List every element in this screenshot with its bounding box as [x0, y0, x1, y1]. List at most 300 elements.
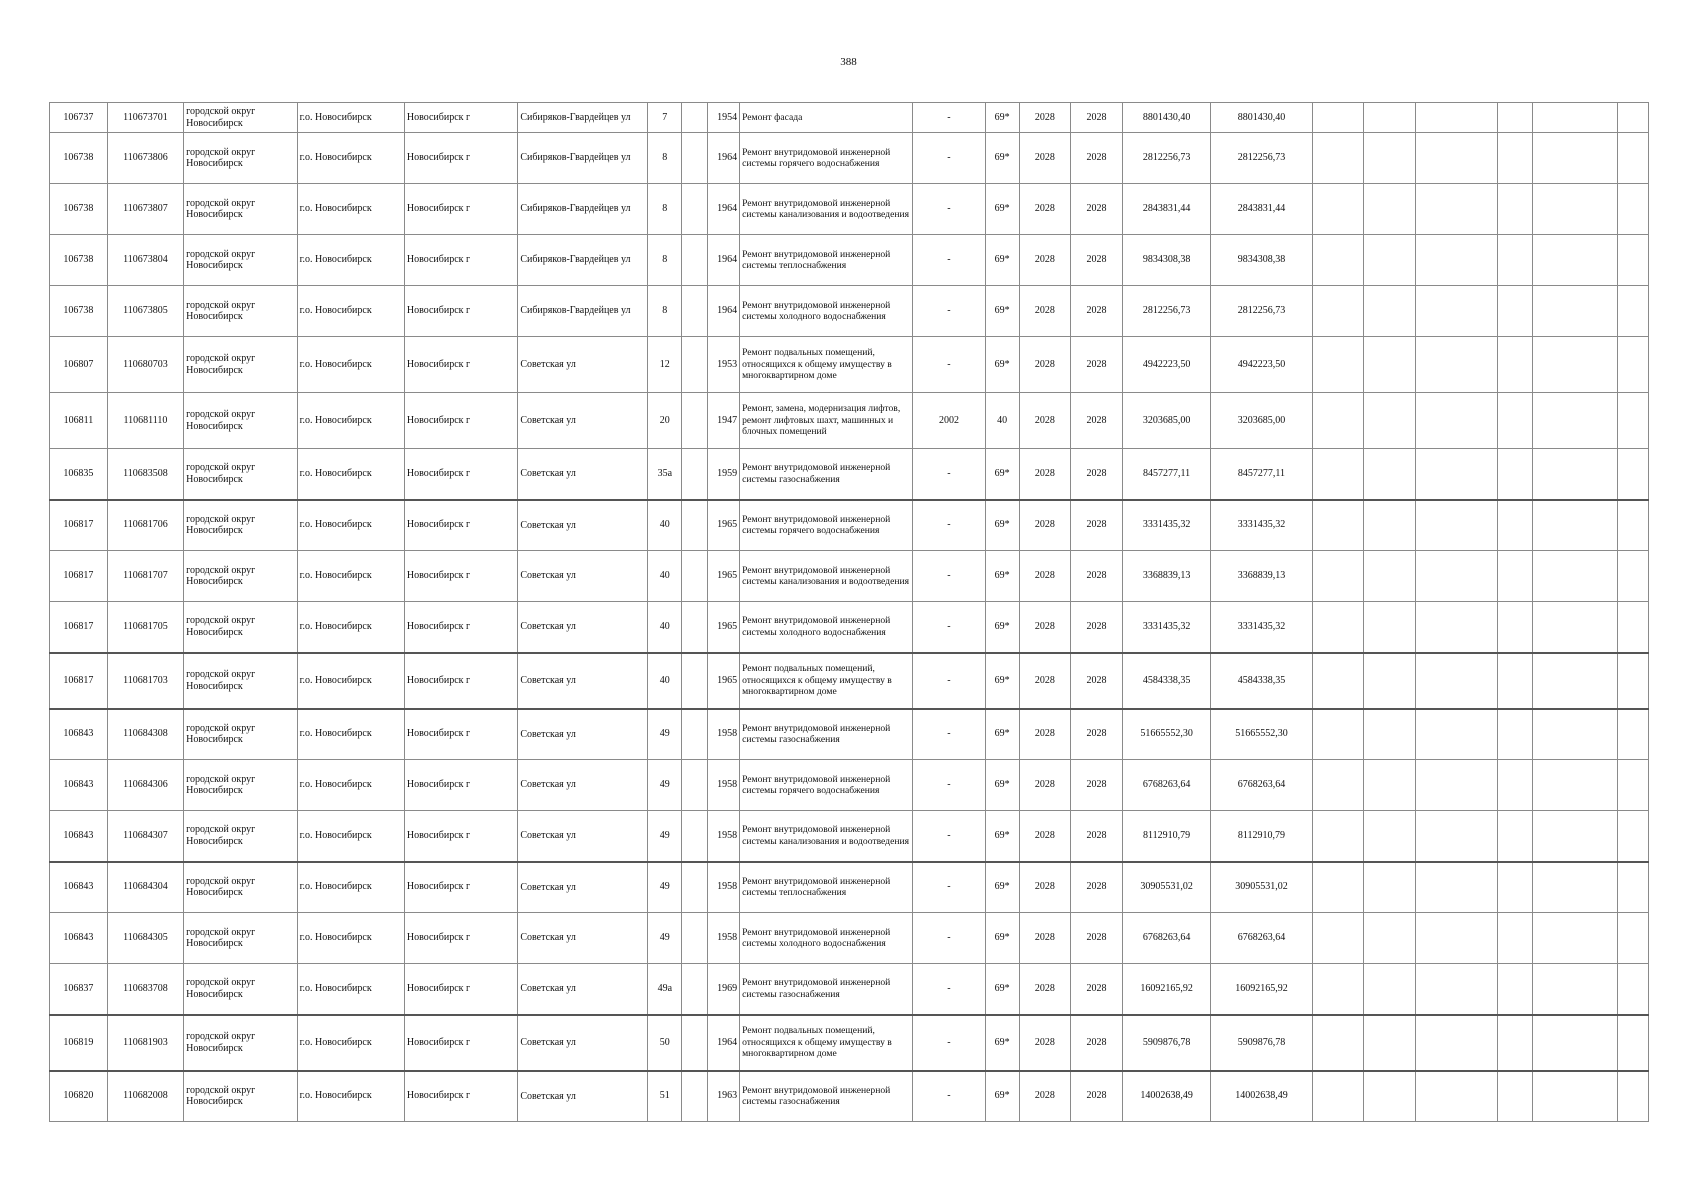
- empty-cell: [1498, 551, 1533, 602]
- row-plan-start: 2028: [1019, 760, 1071, 811]
- empty-cell: [1498, 449, 1533, 500]
- row-extra: [682, 1015, 708, 1071]
- row-total: 8457277,11: [1211, 449, 1312, 500]
- row-street: Сибиряков-Гвардейцев ул: [518, 235, 648, 286]
- row-house: 40: [648, 500, 682, 551]
- row-cost: 6768263,64: [1122, 913, 1211, 964]
- empty-cell: [1364, 551, 1416, 602]
- row-id: 106738: [50, 235, 108, 286]
- row-year: 1965: [708, 602, 740, 653]
- empty-cell: [1533, 709, 1618, 760]
- empty-cell: [1617, 337, 1648, 393]
- empty-cell: [1498, 286, 1533, 337]
- row-work: Ремонт внутридомовой инженерной системы газоснабжения: [740, 449, 913, 500]
- row-house: 49: [648, 760, 682, 811]
- row-year: 1965: [708, 551, 740, 602]
- row-prev-year: -: [913, 449, 985, 500]
- row-plan-end: 2028: [1071, 103, 1123, 133]
- row-id: 106843: [50, 913, 108, 964]
- empty-cell: [1364, 449, 1416, 500]
- row-plan-end: 2028: [1071, 811, 1123, 862]
- empty-cell: [1364, 286, 1416, 337]
- table-row: [50, 184, 1649, 235]
- empty-cell: [1617, 964, 1648, 1015]
- empty-cell: [1415, 184, 1498, 235]
- empty-cell: [1364, 1071, 1416, 1122]
- table-row: [50, 760, 1649, 811]
- row-street: Советская ул: [518, 449, 648, 500]
- row-extra: [682, 235, 708, 286]
- row-street: Советская ул: [518, 1015, 648, 1071]
- row-cost: 5909876,78: [1122, 1015, 1211, 1071]
- row-cost: 8457277,11: [1122, 449, 1211, 500]
- row-work: Ремонт внутридомовой инженерной системы канализования и водоотведения: [740, 551, 913, 602]
- row-plan-end: 2028: [1071, 760, 1123, 811]
- empty-cell: [1533, 760, 1618, 811]
- row-house: 7: [648, 103, 682, 133]
- row-municipality: городской округ Новосибирск: [184, 760, 297, 811]
- empty-cell: [1498, 337, 1533, 393]
- row-total: 8801430,40: [1211, 103, 1312, 133]
- row-year: 1964: [708, 286, 740, 337]
- empty-cell: [1415, 103, 1498, 133]
- row-prev-year: -: [913, 1071, 985, 1122]
- row-id: 106835: [50, 449, 108, 500]
- row-extra: [682, 1071, 708, 1122]
- row-street: Советская ул: [518, 551, 648, 602]
- empty-cell: [1533, 286, 1618, 337]
- empty-cell: [1415, 1015, 1498, 1071]
- row-plan-start: 2028: [1019, 500, 1071, 551]
- row-cost: 6768263,64: [1122, 760, 1211, 811]
- empty-cell: [1312, 653, 1364, 709]
- empty-cell: [1498, 760, 1533, 811]
- row-municipality: городской округ Новосибирск: [184, 235, 297, 286]
- row-code: 110684306: [107, 760, 183, 811]
- row-work: Ремонт внутридомовой инженерной системы холодного водоснабжения: [740, 286, 913, 337]
- row-extra: [682, 500, 708, 551]
- row-prev-year: -: [913, 1015, 985, 1071]
- empty-cell: [1617, 1015, 1648, 1071]
- row-cost: 4942223,50: [1122, 337, 1211, 393]
- row-extra: [682, 393, 708, 449]
- empty-cell: [1533, 862, 1618, 913]
- row-municipality: городской округ Новосибирск: [184, 551, 297, 602]
- row-municipality: городской округ Новосибирск: [184, 184, 297, 235]
- row-total: 9834308,38: [1211, 235, 1312, 286]
- row-prev-year: -: [913, 103, 985, 133]
- row-year: 1964: [708, 184, 740, 235]
- empty-cell: [1312, 500, 1364, 551]
- row-plan-start: 2028: [1019, 1071, 1071, 1122]
- row-district: г.о. Новосибирск: [297, 551, 404, 602]
- row-code: 110681705: [107, 602, 183, 653]
- empty-cell: [1312, 103, 1364, 133]
- empty-cell: [1617, 653, 1648, 709]
- row-municipality: городской округ Новосибирск: [184, 337, 297, 393]
- row-wear: 69*: [985, 964, 1019, 1015]
- row-cost: 2812256,73: [1122, 286, 1211, 337]
- table-row: [50, 449, 1649, 500]
- row-extra: [682, 709, 708, 760]
- row-district: г.о. Новосибирск: [297, 653, 404, 709]
- empty-cell: [1415, 811, 1498, 862]
- row-settlement: Новосибирск г: [404, 862, 517, 913]
- empty-cell: [1364, 337, 1416, 393]
- row-extra: [682, 337, 708, 393]
- empty-cell: [1415, 760, 1498, 811]
- row-settlement: Новосибирск г: [404, 653, 517, 709]
- row-id: 106817: [50, 653, 108, 709]
- empty-cell: [1415, 235, 1498, 286]
- row-prev-year: -: [913, 337, 985, 393]
- table-row: [50, 551, 1649, 602]
- row-wear: 69*: [985, 103, 1019, 133]
- empty-cell: [1415, 449, 1498, 500]
- empty-cell: [1312, 235, 1364, 286]
- empty-cell: [1312, 286, 1364, 337]
- row-prev-year: -: [913, 709, 985, 760]
- empty-cell: [1312, 964, 1364, 1015]
- empty-cell: [1617, 286, 1648, 337]
- row-house: 8: [648, 184, 682, 235]
- row-settlement: Новосибирск г: [404, 103, 517, 133]
- row-municipality: городской округ Новосибирск: [184, 286, 297, 337]
- row-municipality: городской округ Новосибирск: [184, 862, 297, 913]
- row-extra: [682, 449, 708, 500]
- table-row: [50, 337, 1649, 393]
- row-wear: 69*: [985, 500, 1019, 551]
- row-code: 110673805: [107, 286, 183, 337]
- row-prev-year: -: [913, 964, 985, 1015]
- row-plan-end: 2028: [1071, 286, 1123, 337]
- row-code: 110681707: [107, 551, 183, 602]
- empty-cell: [1617, 811, 1648, 862]
- row-cost: 8801430,40: [1122, 103, 1211, 133]
- empty-cell: [1498, 393, 1533, 449]
- row-extra: [682, 760, 708, 811]
- row-street: Советская ул: [518, 337, 648, 393]
- row-id: 106738: [50, 286, 108, 337]
- row-municipality: городской округ Новосибирск: [184, 449, 297, 500]
- empty-cell: [1312, 602, 1364, 653]
- row-prev-year: -: [913, 500, 985, 551]
- empty-cell: [1415, 500, 1498, 551]
- row-municipality: городской округ Новосибирск: [184, 602, 297, 653]
- row-settlement: Новосибирск г: [404, 964, 517, 1015]
- row-house: 40: [648, 551, 682, 602]
- empty-cell: [1364, 393, 1416, 449]
- row-extra: [682, 133, 708, 184]
- empty-cell: [1498, 653, 1533, 709]
- row-street: Сибиряков-Гвардейцев ул: [518, 286, 648, 337]
- row-total: 51665552,30: [1211, 709, 1312, 760]
- row-plan-start: 2028: [1019, 133, 1071, 184]
- empty-cell: [1617, 500, 1648, 551]
- row-code: 110673701: [107, 103, 183, 133]
- row-year: 1964: [708, 235, 740, 286]
- row-street: Советская ул: [518, 964, 648, 1015]
- empty-cell: [1364, 811, 1416, 862]
- empty-cell: [1617, 449, 1648, 500]
- row-prev-year: -: [913, 235, 985, 286]
- row-id: 106738: [50, 133, 108, 184]
- row-work: Ремонт подвальных помещений, относящихся к общему имуществу в многоквартирном доме: [740, 337, 913, 393]
- empty-cell: [1617, 602, 1648, 653]
- row-municipality: городской округ Новосибирск: [184, 811, 297, 862]
- row-cost: 3331435,32: [1122, 602, 1211, 653]
- row-wear: 69*: [985, 653, 1019, 709]
- empty-cell: [1415, 133, 1498, 184]
- row-district: г.о. Новосибирск: [297, 709, 404, 760]
- empty-cell: [1312, 1071, 1364, 1122]
- table-row: [50, 811, 1649, 862]
- empty-cell: [1617, 1071, 1648, 1122]
- row-extra: [682, 964, 708, 1015]
- row-id: 106817: [50, 500, 108, 551]
- row-total: 6768263,64: [1211, 913, 1312, 964]
- row-street: Советская ул: [518, 1071, 648, 1122]
- empty-cell: [1617, 913, 1648, 964]
- empty-cell: [1617, 760, 1648, 811]
- row-wear: 69*: [985, 235, 1019, 286]
- row-extra: [682, 653, 708, 709]
- row-id: 106817: [50, 602, 108, 653]
- row-id: 106843: [50, 862, 108, 913]
- row-year: 1958: [708, 811, 740, 862]
- row-street: Советская ул: [518, 393, 648, 449]
- row-code: 110684308: [107, 709, 183, 760]
- row-work: Ремонт фасада: [740, 103, 913, 133]
- row-extra: [682, 286, 708, 337]
- empty-cell: [1617, 103, 1648, 133]
- row-municipality: городской округ Новосибирск: [184, 653, 297, 709]
- empty-cell: [1498, 862, 1533, 913]
- row-settlement: Новосибирск г: [404, 913, 517, 964]
- row-total: 2812256,73: [1211, 133, 1312, 184]
- empty-cell: [1312, 551, 1364, 602]
- row-prev-year: -: [913, 184, 985, 235]
- row-cost: 3203685,00: [1122, 393, 1211, 449]
- row-district: г.о. Новосибирск: [297, 1015, 404, 1071]
- empty-cell: [1364, 602, 1416, 653]
- row-district: г.о. Новосибирск: [297, 133, 404, 184]
- row-plan-start: 2028: [1019, 862, 1071, 913]
- empty-cell: [1617, 133, 1648, 184]
- row-cost: 2843831,44: [1122, 184, 1211, 235]
- row-work: Ремонт подвальных помещений, относящихся к общему имуществу в многоквартирном доме: [740, 1015, 913, 1071]
- row-plan-start: 2028: [1019, 811, 1071, 862]
- row-work: Ремонт внутридомовой инженерной системы газоснабжения: [740, 1071, 913, 1122]
- row-code: 110681703: [107, 653, 183, 709]
- row-code: 110681110: [107, 393, 183, 449]
- row-year: 1969: [708, 964, 740, 1015]
- table-row: [50, 133, 1649, 184]
- row-district: г.о. Новосибирск: [297, 500, 404, 551]
- empty-cell: [1415, 602, 1498, 653]
- row-total: 2843831,44: [1211, 184, 1312, 235]
- empty-cell: [1415, 862, 1498, 913]
- row-district: г.о. Новосибирск: [297, 184, 404, 235]
- row-plan-end: 2028: [1071, 709, 1123, 760]
- row-code: 110673807: [107, 184, 183, 235]
- row-cost: 3331435,32: [1122, 500, 1211, 551]
- empty-cell: [1364, 103, 1416, 133]
- empty-cell: [1533, 602, 1618, 653]
- row-municipality: городской округ Новосибирск: [184, 500, 297, 551]
- row-house: 49: [648, 862, 682, 913]
- row-extra: [682, 602, 708, 653]
- row-settlement: Новосибирск г: [404, 286, 517, 337]
- row-house: 49а: [648, 964, 682, 1015]
- row-work: Ремонт внутридомовой инженерной системы холодного водоснабжения: [740, 913, 913, 964]
- row-cost: 4584338,35: [1122, 653, 1211, 709]
- row-district: г.о. Новосибирск: [297, 811, 404, 862]
- row-id: 106817: [50, 551, 108, 602]
- row-plan-end: 2028: [1071, 913, 1123, 964]
- row-district: г.о. Новосибирск: [297, 602, 404, 653]
- row-plan-start: 2028: [1019, 1015, 1071, 1071]
- row-work: Ремонт внутридомовой инженерной системы газоснабжения: [740, 964, 913, 1015]
- empty-cell: [1415, 1071, 1498, 1122]
- row-plan-start: 2028: [1019, 184, 1071, 235]
- row-plan-end: 2028: [1071, 653, 1123, 709]
- row-municipality: городской округ Новосибирск: [184, 133, 297, 184]
- empty-cell: [1415, 709, 1498, 760]
- empty-cell: [1533, 337, 1618, 393]
- empty-cell: [1498, 235, 1533, 286]
- row-work: Ремонт внутридомовой инженерной системы горячего водоснабжения: [740, 500, 913, 551]
- empty-cell: [1533, 964, 1618, 1015]
- row-cost: 14002638,49: [1122, 1071, 1211, 1122]
- row-wear: 69*: [985, 337, 1019, 393]
- empty-cell: [1617, 235, 1648, 286]
- empty-cell: [1498, 103, 1533, 133]
- table-row: [50, 235, 1649, 286]
- empty-cell: [1415, 286, 1498, 337]
- empty-cell: [1498, 602, 1533, 653]
- row-year: 1947: [708, 393, 740, 449]
- row-plan-start: 2028: [1019, 103, 1071, 133]
- row-id: 106843: [50, 709, 108, 760]
- row-district: г.о. Новосибирск: [297, 913, 404, 964]
- row-street: Советская ул: [518, 862, 648, 913]
- table-row: [50, 709, 1649, 760]
- row-total: 16092165,92: [1211, 964, 1312, 1015]
- row-prev-year: -: [913, 602, 985, 653]
- empty-cell: [1364, 500, 1416, 551]
- row-municipality: городской округ Новосибирск: [184, 964, 297, 1015]
- empty-cell: [1312, 862, 1364, 913]
- empty-cell: [1533, 551, 1618, 602]
- row-municipality: городской округ Новосибирск: [184, 1015, 297, 1071]
- row-year: 1963: [708, 1071, 740, 1122]
- empty-cell: [1364, 709, 1416, 760]
- row-house: 49: [648, 913, 682, 964]
- row-prev-year: -: [913, 551, 985, 602]
- table-row: [50, 602, 1649, 653]
- row-cost: 51665552,30: [1122, 709, 1211, 760]
- row-street: Советская ул: [518, 811, 648, 862]
- row-plan-end: 2028: [1071, 1071, 1123, 1122]
- row-plan-start: 2028: [1019, 653, 1071, 709]
- row-wear: 69*: [985, 709, 1019, 760]
- row-prev-year: -: [913, 913, 985, 964]
- row-total: 6768263,64: [1211, 760, 1312, 811]
- row-prev-year: -: [913, 286, 985, 337]
- row-work: Ремонт внутридомовой инженерной системы горячего водоснабжения: [740, 133, 913, 184]
- row-plan-start: 2028: [1019, 602, 1071, 653]
- row-district: г.о. Новосибирск: [297, 103, 404, 133]
- row-house: 50: [648, 1015, 682, 1071]
- empty-cell: [1498, 500, 1533, 551]
- row-extra: [682, 551, 708, 602]
- table-row: [50, 286, 1649, 337]
- row-district: г.о. Новосибирск: [297, 760, 404, 811]
- row-district: г.о. Новосибирск: [297, 1071, 404, 1122]
- empty-cell: [1364, 862, 1416, 913]
- row-work: Ремонт внутридомовой инженерной системы канализования и водоотведения: [740, 811, 913, 862]
- empty-cell: [1415, 653, 1498, 709]
- empty-cell: [1312, 133, 1364, 184]
- empty-cell: [1533, 500, 1618, 551]
- page-number: 388: [840, 56, 857, 68]
- row-id: 106819: [50, 1015, 108, 1071]
- row-prev-year: -: [913, 653, 985, 709]
- row-settlement: Новосибирск г: [404, 337, 517, 393]
- empty-cell: [1617, 709, 1648, 760]
- row-work: Ремонт внутридомовой инженерной системы холодного водоснабжения: [740, 602, 913, 653]
- row-wear: 69*: [985, 551, 1019, 602]
- row-house: 12: [648, 337, 682, 393]
- empty-cell: [1312, 913, 1364, 964]
- row-plan-end: 2028: [1071, 500, 1123, 551]
- row-settlement: Новосибирск г: [404, 235, 517, 286]
- row-plan-start: 2028: [1019, 286, 1071, 337]
- row-plan-end: 2028: [1071, 602, 1123, 653]
- empty-cell: [1498, 709, 1533, 760]
- empty-cell: [1312, 709, 1364, 760]
- empty-cell: [1312, 1015, 1364, 1071]
- row-cost: 9834308,38: [1122, 235, 1211, 286]
- empty-cell: [1498, 133, 1533, 184]
- row-plan-start: 2028: [1019, 551, 1071, 602]
- row-id: 106737: [50, 103, 108, 133]
- row-street: Сибиряков-Гвардейцев ул: [518, 184, 648, 235]
- table-row: [50, 964, 1649, 1015]
- empty-cell: [1533, 913, 1618, 964]
- row-plan-start: 2028: [1019, 393, 1071, 449]
- row-wear: 69*: [985, 1071, 1019, 1122]
- row-settlement: Новосибирск г: [404, 184, 517, 235]
- empty-cell: [1312, 393, 1364, 449]
- row-district: г.о. Новосибирск: [297, 862, 404, 913]
- row-street: Сибиряков-Гвардейцев ул: [518, 133, 648, 184]
- repair-program-table: [49, 102, 1649, 1122]
- row-street: Советская ул: [518, 653, 648, 709]
- empty-cell: [1312, 760, 1364, 811]
- row-district: г.о. Новосибирск: [297, 286, 404, 337]
- table-row: [50, 862, 1649, 913]
- row-id: 106843: [50, 760, 108, 811]
- row-extra: [682, 103, 708, 133]
- row-plan-end: 2028: [1071, 393, 1123, 449]
- row-id: 106837: [50, 964, 108, 1015]
- row-year: 1964: [708, 1015, 740, 1071]
- empty-cell: [1533, 1071, 1618, 1122]
- table-row: [50, 103, 1649, 133]
- row-settlement: Новосибирск г: [404, 1071, 517, 1122]
